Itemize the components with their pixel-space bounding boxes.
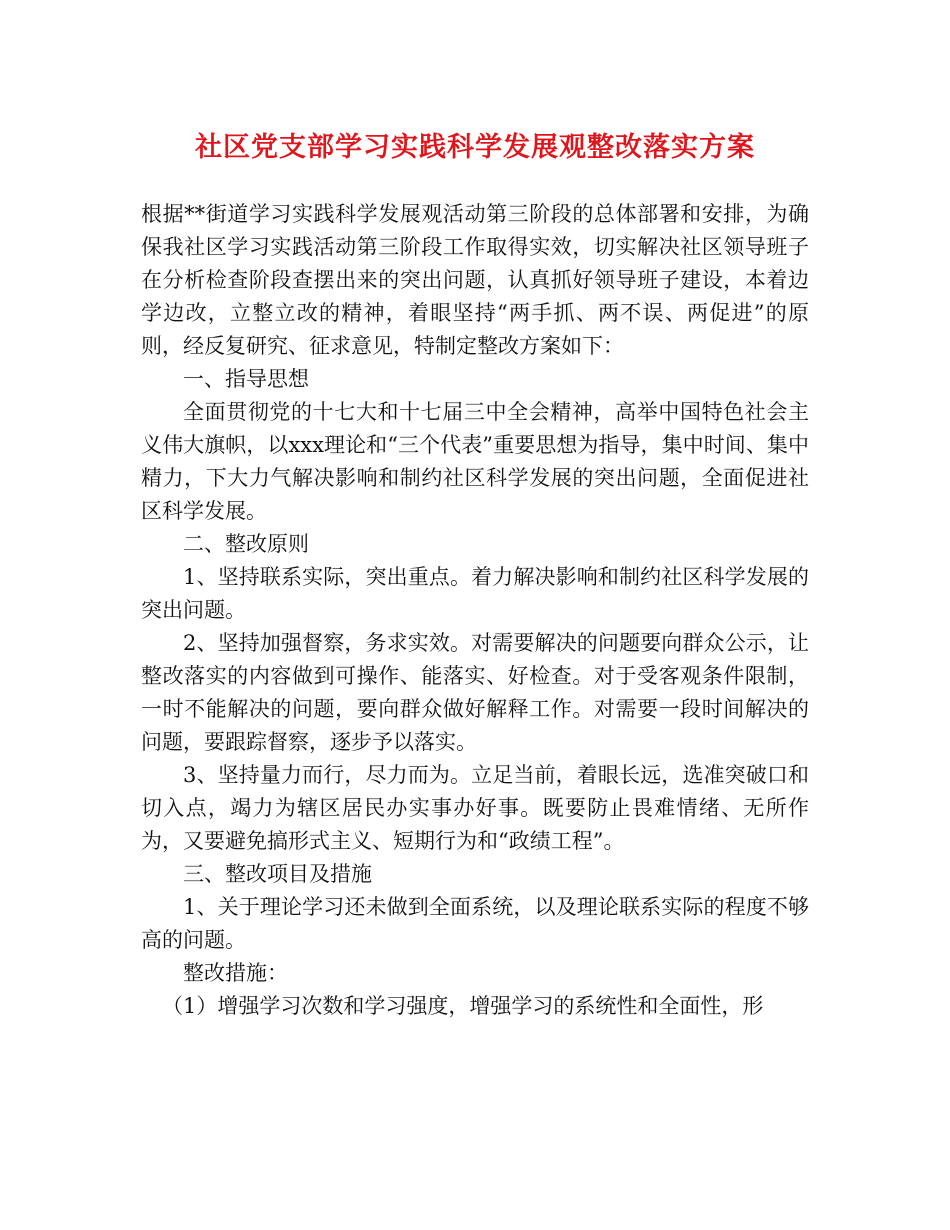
measures-label: 整改措施：	[183, 961, 288, 985]
document-body	[141, 198, 809, 1023]
principle-1-paragraph: 1、坚持联系实际，突出重点。着力解决影响和制约社区科学发展的突出问题。	[141, 565, 809, 622]
principle-3-paragraph: 3、坚持量力而行，尽力而为。立足当前，着眼长远，选准突破口和切入点，竭力为辖区居民办实事办好事。既要防止畏难情绪、无所作为，又要避免搞形式主义、短期行为和“政绩工程”。	[141, 763, 809, 853]
section-heading-guiding-ideology: 一、指导思想	[183, 367, 309, 391]
section-heading-items-and-measures: 三、整改项目及措施	[183, 862, 372, 886]
intro-paragraph: 根据**街道学习实践科学发展观活动第三阶段的总体部署和安排，为确保我社区学习实践活动第三阶段工作取得实效，切实解决社区领导班子在分析检查阶段查摆出来的突出问题，认真抓好领导班子建设，本着边学边改，立整立改的精神，着眼坚持“两手抓、两不误、两促进”的原则，经反复研究、征求意见，特制定整改方案如下：	[141, 202, 809, 358]
section-heading-rectification-principles: 二、整改原则	[183, 532, 309, 556]
measure-1-paragraph: （1）增强学习次数和学习强度，增强学习的系统性和全面性，形	[162, 994, 764, 1018]
item-1-paragraph: 1、关于理论学习还未做到全面系统，以及理论联系实际的程度不够高的问题。	[141, 895, 809, 952]
document-title: 社区党支部学习实践科学发展观整改落实方案	[195, 132, 755, 163]
principle-2-paragraph: 2、坚持加强督察，务求实效。对需要解决的问题要向群众公示，让整改落实的内容做到可操作、能落实、好检查。对于受客观条件限制，一时不能解决的问题，要向群众做好解释工作。对需要一段时间解决的问题，要跟踪督察，逐步予以落实。	[141, 631, 809, 754]
guiding-ideology-paragraph: 全面贯彻党的十七大和十七届三中全会精神，高举中国特色社会主义伟大旗帜，以xxx理论和“三个代表”重要思想为指导，集中时间、集中精力，下大力气解决影响和制约社区科学发展的突出问题，全面促进社区科学发展。	[141, 400, 809, 523]
